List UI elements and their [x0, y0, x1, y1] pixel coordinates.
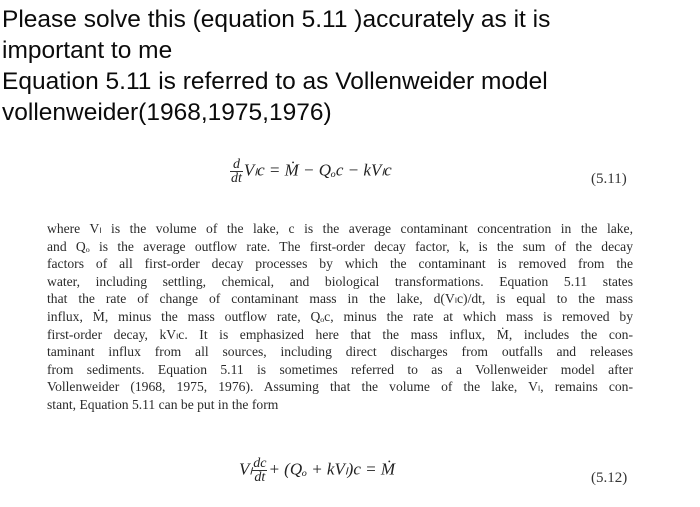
paragraph [47, 220, 633, 414]
equation-lhs: Vₗ [239, 459, 253, 479]
paragraph-line: taminant influx from all sources, including direct discharges from outfalls and releases [47, 344, 633, 360]
fraction-numerator: d [230, 158, 243, 172]
question-line: important to me [2, 37, 173, 64]
fraction-denominator: dt [254, 470, 266, 485]
question-line: Equation 5.11 is referred to as Vollenweider model [2, 68, 548, 95]
equation-rhs: + (Qₒ + kVₗ)c = Ṁ [268, 459, 396, 479]
paragraph-line: from sediments. Equation 5.11 is sometimes referred to as a Vollenweider model after [47, 361, 633, 377]
paragraph-line: water, including settling, chemical, and biological transformations. Equation 5.11 states [47, 273, 633, 289]
paragraph-line: that the rate of change of contaminant mass in the lake, d(Vₗc)/dt, is equal to the mass [47, 291, 633, 307]
fraction-numerator: dc [253, 456, 267, 471]
question-text [2, 4, 698, 128]
equation-5-11 [230, 158, 392, 185]
equation-number: (5.11) [591, 171, 627, 187]
paragraph-line: and Qₒ is the average outflow rate. The first-order decay factor, k, is the sum of the decay [47, 238, 633, 254]
derivative-fraction [252, 457, 267, 484]
equation-number: (5.12) [591, 470, 628, 486]
equation-5-12 [239, 457, 395, 484]
paragraph-line: stant, Equation 5.11 can be put in the form [47, 396, 279, 412]
fraction-denominator: dt [231, 171, 242, 186]
paragraph-line: where Vₗ is the volume of the lake, c is the average contaminant concentration in the lake, [47, 221, 633, 236]
equation-rhs: Vₗc = Ṁ − Qₒc − kVₗc [243, 160, 392, 180]
derivative-fraction [230, 158, 243, 185]
paragraph-line: Vollenweider (1968, 1975, 1976). Assuming that the volume of the lake, Vₗ, remains con- [47, 379, 633, 395]
question-line: vollenweider(1968,1975,1976) [2, 99, 332, 126]
paragraph-line: factors of all first-order decay processes by which the contaminant is removed from the [47, 256, 633, 272]
question-line: Please solve this (equation 5.11 )accurately as it is [2, 6, 551, 33]
paragraph-line: first-order decay, kVₗc. It is emphasized here that the mass influx, Ṁ, includes the con- [47, 326, 633, 342]
paragraph-line: influx, Ṁ, minus the mass outflow rate, Qₒc, minus the rate at which mass is removed by [47, 308, 633, 324]
